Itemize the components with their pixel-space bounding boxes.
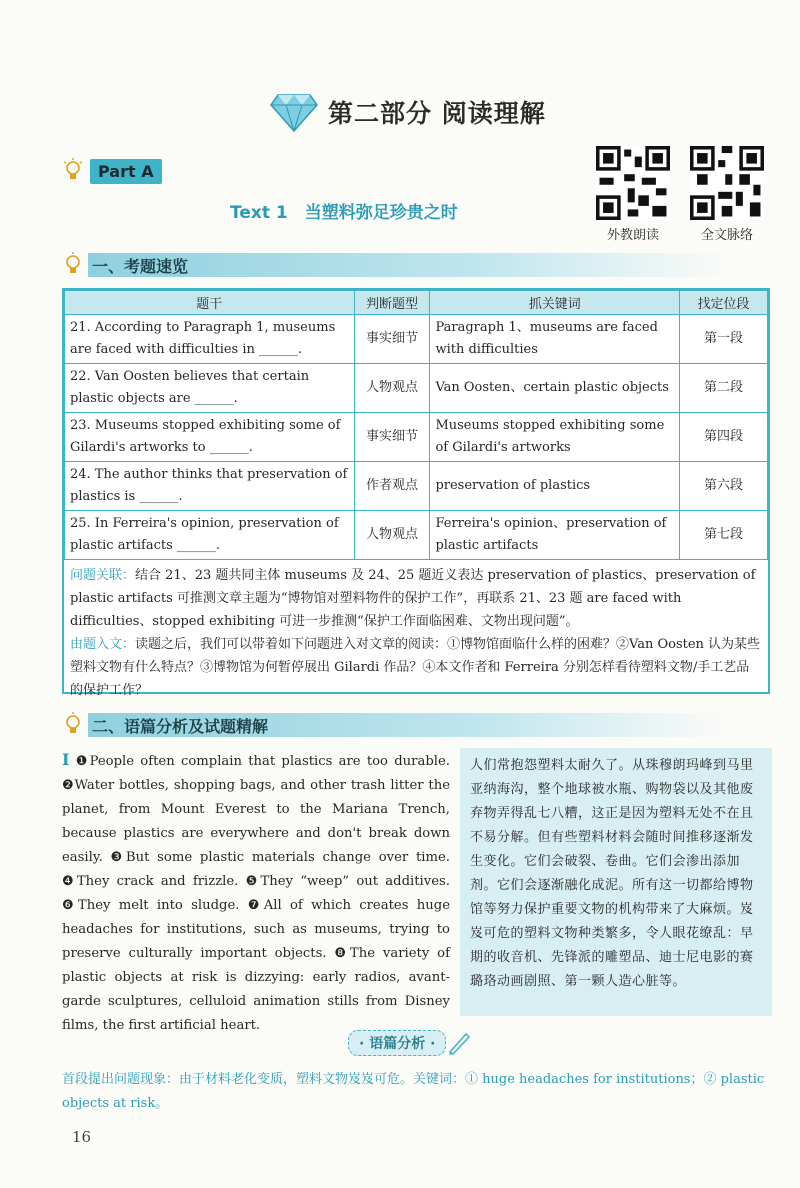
table-row <box>65 315 768 364</box>
question-keywords: Paragraph 1、museums are faced with difficulties <box>430 315 680 364</box>
lightbulb-icon <box>62 252 84 278</box>
text-title: Text 1 当塑料弥足珍贵之时 <box>230 203 458 223</box>
section-bar <box>88 253 728 277</box>
question-keywords: Museums stopped exhibiting some of Gilardi's artworks <box>430 413 680 462</box>
paragraph-number: I <box>62 750 70 769</box>
question-stem: 21. According to Paragraph 1, museums are faced with difficulties in ______. <box>65 315 355 364</box>
question-location: 第七段 <box>680 511 768 560</box>
question-type: 人物观点 <box>354 364 430 413</box>
analysis-tag <box>348 1030 472 1056</box>
question-type: 事实细节 <box>354 315 430 364</box>
question-type: 作者观点 <box>354 462 430 511</box>
question-keywords: Ferreira's opinion、preservation of plastic artifacts <box>430 511 680 560</box>
column-header: 找定位段 <box>680 291 768 315</box>
table-row <box>65 462 768 511</box>
section-heading-analysis <box>62 712 728 738</box>
question-location: 第一段 <box>680 315 768 364</box>
lightbulb-icon <box>62 158 84 184</box>
question-stem: 25. In Ferreira's opinion, preservation of plastic artifacts ______. <box>65 511 355 560</box>
qr-code-icon <box>596 146 670 220</box>
diamond-icon <box>270 91 318 133</box>
question-keywords: preservation of plastics <box>430 462 680 511</box>
question-stem: 24. The author thinks that preservation of plastics is ______. <box>65 462 355 511</box>
qr-code-icon <box>690 146 764 220</box>
question-table <box>64 290 768 560</box>
question-location: 第二段 <box>680 364 768 413</box>
section-heading-overview <box>62 252 728 278</box>
question-location: 第四段 <box>680 413 768 462</box>
question-stem: 23. Museums stopped exhibiting some of Gilardi's artworks to ______. <box>65 413 355 462</box>
page-title: 第二部分 阅读理解 <box>328 99 546 128</box>
note-text: 结合 21、23 题共同主体 museums 及 24、25 题近义表达 preservation of plastics、preservation of plastic artifacts 可推测文章主题为“博物馆对塑料物件的保护工作”，再联系 21、23 题 are faced with difficulties、stopped exhibiting 可进一步推测“保护工作面临困难、文物出现问题”。 <box>70 568 756 629</box>
column-header: 判断题型 <box>354 291 430 315</box>
part-heading <box>62 158 162 184</box>
question-notes <box>64 560 768 706</box>
analysis-label: · 语篇分析 · <box>348 1030 446 1056</box>
note-label: 由题入文： <box>70 637 136 652</box>
article-text: ❶People often complain that plastics are too durable. ❷Water bottles, shopping bags, and other trash litter the planet, from Mount Everest to the Mariana Trench, because plastics are everywhere and don't break down easily. ❸But some plastic materials change over time. ❹They crack and frizzle. ❺They “weep” out additives. ❻They melt into sludge. ❼All of which creates huge headaches for institutions, such as museums, trying to preserve culturally important objects. ❽The variety of plastic objects at risk is dizzying: early radios, avant-garde sculptures, celluloid animation stills from Disney films, the first artificial heart. <box>62 754 450 1033</box>
note-question-link <box>70 564 762 633</box>
translation-text: 人们常抱怨塑料太耐久了。从珠穆朗玛峰到马里亚纳海沟，整个地球被水瓶、购物袋以及其他废弃物弄得乱七八糟，这正是因为塑料无处不在且不易分解。但有些塑料材料会随时间推移逐渐发生变化。它们会破裂、卷曲。它们会渗出添加剂。它们会逐渐融化成泥。所有这一切都给博物馆等努力保护重要文物的机构带来了大麻烦。岌岌可危的塑料文物种类繁多，令人眼花缭乱：早期的收音机、先锋派的雕塑品、迪士尼电影的赛璐珞动画剧照、第一颗人造心脏等。 <box>470 758 754 989</box>
question-type: 事实细节 <box>354 413 430 462</box>
page-number: 16 <box>72 1128 92 1146</box>
section-title: 一、考题速览 <box>92 256 189 276</box>
section-bar <box>88 713 728 737</box>
question-location: 第六段 <box>680 462 768 511</box>
pen-icon <box>446 1030 472 1056</box>
note-label: 问题关联： <box>70 568 136 583</box>
note-question-entry <box>70 633 762 702</box>
table-row <box>65 364 768 413</box>
section-title: 二、语篇分析及试题精解 <box>92 716 269 736</box>
qr-caption: 全文脉络 <box>700 228 753 243</box>
article-paragraph <box>62 748 450 1038</box>
table-header-row <box>65 291 768 315</box>
question-overview-box <box>62 288 770 698</box>
table-row <box>65 413 768 462</box>
part-label: Part A <box>90 159 162 184</box>
lightbulb-icon <box>62 712 84 738</box>
question-keywords: Van Oosten、certain plastic objects <box>430 364 680 413</box>
qr-caption: 外教朗读 <box>606 228 659 243</box>
column-header: 题干 <box>65 291 355 315</box>
question-type: 人物观点 <box>354 511 430 560</box>
column-header: 抓关键词 <box>430 291 680 315</box>
note-text: 读题之后，我们可以带着如下问题进入对文章的阅读：①博物馆面临什么样的困难？②Van Oosten 认为某些塑料文物有什么特点？③博物馆为何暂停展出 Gilardi 作品？④本文作者和 Ferreira 分别怎样看待塑料文物/手工艺品的保护工作？ <box>70 637 761 698</box>
analysis-text: 首段提出问题现象：由于材料老化变质，塑料文物岌岌可危。关键词：① huge headaches for institutions；② plastic objects at risk。 <box>62 1072 765 1111</box>
page-header <box>270 88 570 136</box>
qr-block-outline[interactable] <box>682 146 772 243</box>
table-row <box>65 511 768 560</box>
qr-block-reading[interactable] <box>588 146 678 243</box>
question-stem: 22. Van Oosten believes that certain plastic objects are ______. <box>65 364 355 413</box>
translation-box <box>460 748 772 1016</box>
